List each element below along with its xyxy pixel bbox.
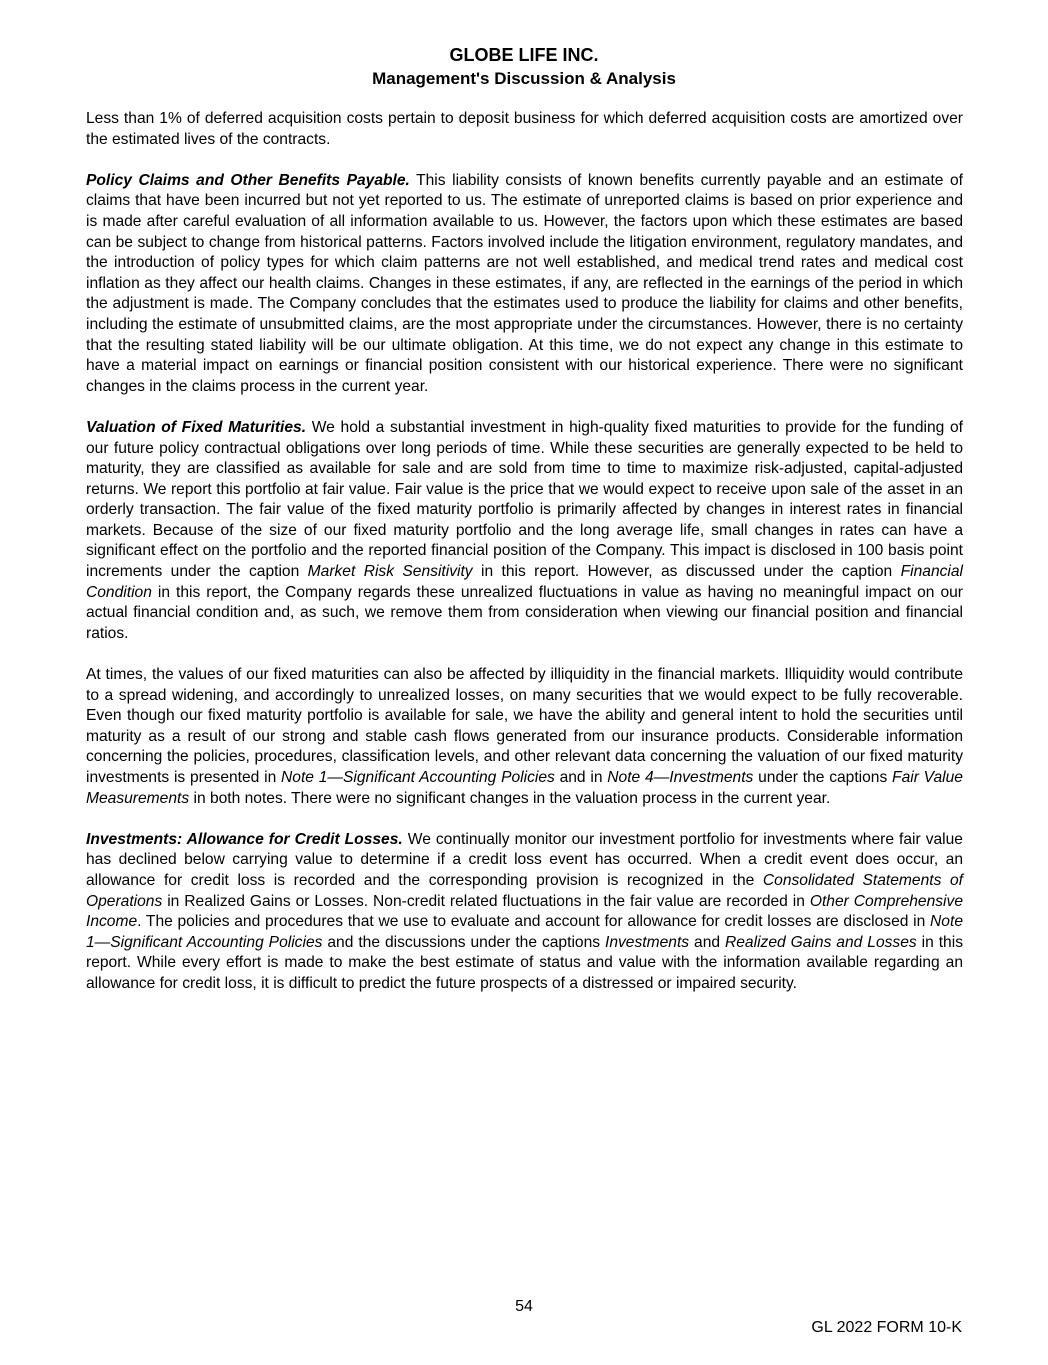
note-reference: Note 4—Investments <box>607 769 754 786</box>
page-number: 54 <box>515 1298 533 1315</box>
paragraph-heading: Valuation of Fixed Maturities. <box>86 418 307 436</box>
note-reference: Note 1—Significant Accounting Policies <box>86 913 963 951</box>
paragraph-dac-deposit <box>86 109 963 150</box>
paragraph-text: in both notes. There were no significant changes in the valuation process in the current year. <box>189 789 831 807</box>
paragraph-policy-claims <box>86 171 963 398</box>
page-header <box>0 43 1048 90</box>
paragraph-fixed-maturities <box>86 418 963 645</box>
paragraph-text: under the captions <box>753 769 893 786</box>
paragraph-text: in this report. While every effort is made to make the best estimate of status and value with the information available regarding an allowance for credit loss, it is difficult to predict the future prospects of a distressed or impaired security. <box>86 933 963 992</box>
paragraph-text: . The policies and procedures that we use to evaluate and account for allowance for credit losses are disclosed in <box>137 913 931 931</box>
paragraph-illiquidity <box>86 665 963 809</box>
paragraph-text: in this report. However, as discussed under the caption <box>472 563 901 581</box>
caption-reference: Realized Gains and Losses <box>725 933 917 951</box>
paragraph-credit-losses <box>86 830 963 995</box>
statement-reference: Other Comprehensive Income <box>86 892 963 931</box>
paragraph-text: and in <box>554 769 608 786</box>
caption-reference: Market Risk Sensitivity <box>307 563 473 581</box>
paragraph-text: in Realized Gains or Losses. Non-credit related fluctuations in the fair value are recorded in <box>162 892 810 910</box>
form-reference: GL 2022 FORM 10-K <box>811 1319 962 1336</box>
section-title: Management's Discussion & Analysis <box>372 69 676 88</box>
paragraph-text: Less than 1% of deferred acquisition costs pertain to deposit business for which deferred acquisition costs are amortized over the estimated lives of the contracts. <box>86 110 963 148</box>
paragraph-text: and the discussions under the captions <box>322 933 605 951</box>
caption-reference: Fair Value Measurements <box>86 769 963 807</box>
paragraph-text: and <box>689 933 725 951</box>
caption-reference: Financial Condition <box>86 563 964 601</box>
paragraph-text: We continually monitor our investment portfolio for investments where fair value has declined below carrying value to determine if a credit loss event has occurred. When a credit event does occur, an allowance for credit loss is recorded and the corresponding provision is recognized in the <box>86 830 963 889</box>
caption-reference: Investments <box>605 933 690 951</box>
paragraph-heading: Investments: Allowance for Credit Losses. <box>86 830 403 848</box>
paragraph-text: This liability consists of known benefits currently payable and an estimate of claims that have been incurred but not yet reported to us. The estimate of unreported claims is based on prior experience and is made after careful evaluation of all information available to us. However, the factors upon which these estimates are based can be subject to change from historical patterns. Factors involved include the litigation environment, regulatory mandates, and the introduction of policy types for which claim patterns are not well established, and medical trend rates and medical cost inflation as they affect our health claims. Changes in these estimates, if any, are reflected in the earnings of the period in which the adjustment is made. The Company concludes that the estimates used to produce the liability for claims and other benefits, including the estimate of unsubmitted claims, are the most appropriate under the circumstances. However, there is no certainty that the resulting stated liability will be our ultimate obligation. At this time, we do not expect any change in this estimate to have a material impact on earnings or financial position consistent with our historical experience. There were no significant changes in the claims process in the current year. <box>86 171 963 395</box>
company-name: GLOBE LIFE INC. <box>449 45 599 65</box>
paragraph-text: We hold a substantial investment in high-quality fixed maturities to provide for the funding of our future policy contractual obligations over long periods of time. While these securities are generally expected to be held to maturity, they are classified as available for sale and are sold from time to time to maximize risk-adjusted, capital-adjusted returns. We report this portfolio at fair value. Fair value is the price that we would expect to receive upon sale of the asset in an orderly transaction. The fair value of the fixed maturity portfolio is primarily affected by changes in interest rates in financial markets. Because of the size of our fixed maturity portfolio and the long average life, small changes in rates can have a significant effect on the portfolio and the reported financial position of the Company. This impact is disclosed in 100 basis point increments under the caption <box>86 418 964 581</box>
paragraph-heading: Policy Claims and Other Benefits Payable. <box>86 171 410 189</box>
paragraph-text: in this report, the Company regards these unrealized fluctuations in value as having no meaningful impact on our actual financial condition and, as such, we remove them from consideration when viewing our financial position and financial ratios. <box>86 583 963 642</box>
document-body <box>86 109 963 1015</box>
paragraph-text: At times, the values of our fixed maturities can also be affected by illiquidity in the financial markets. Illiquidity would contribute to a spread widening, and accordingly to unrealized losses, on many securities that we would expect to be fully recoverable. Even though our fixed maturity portfolio is available for sale, we have the ability and general intent to hold the securities until maturity as a result of our strong and stable cash flows generated from our insurance products. Considerable information concerning the policies, procedures, classification levels, and other relevant data concerning the valuation of our fixed maturity investments is presented in <box>86 666 963 786</box>
note-reference: Note 1—Significant Accounting Policies <box>281 769 555 786</box>
statement-reference: Consolidated Statements of Operations <box>86 871 963 910</box>
